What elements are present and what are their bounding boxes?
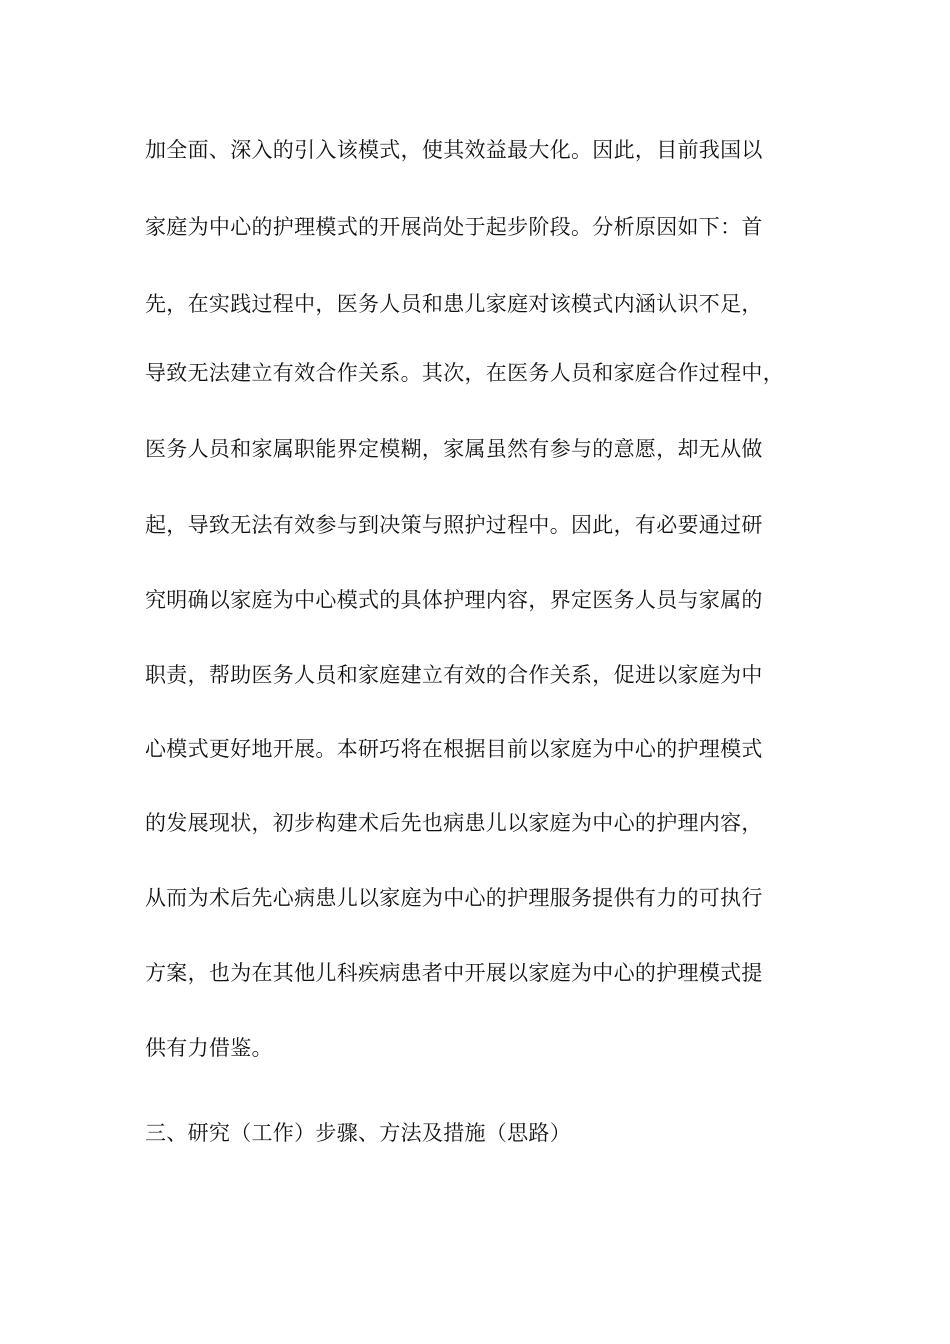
paragraph-line: 供有力借鉴。 — [145, 1036, 273, 1060]
paragraph-line: 医务人员和家属职能界定模糊，家属虽然有参与的意愿，却无从做 — [145, 437, 763, 461]
paragraph-line: 加全面、深入的引入该模式，使其效益最大化。因此，目前我国以 — [145, 138, 763, 162]
paragraph-line: 导致无法建立有效合作关系。其次，在医务人员和家庭合作过程中， — [145, 361, 784, 385]
paragraph-line: 家庭为中心的护理模式的开展尚处于起步阶段。分析原因如下：首 — [145, 215, 763, 239]
paragraph-line: 的发展现状，初步构建术后先也病患儿以家庭为中心的护理内容， — [145, 811, 763, 835]
paragraph-line: 心模式更好地开展。本研巧将在根据目前以家庭为中心的护理模式 — [145, 737, 763, 761]
paragraph-line: 从而为术后先心病患儿以家庭为中心的护理服务提供有力的可执行 — [145, 886, 763, 910]
section-heading: 三、研究（工作）步骤、方法及措施（思路） — [145, 1121, 571, 1145]
paragraph-line: 方案，也为在其他儿科疾病患者中开展以家庭为中心的护理模式提 — [145, 961, 763, 985]
paragraph-line: 职责，帮助医务人员和家庭建立有效的合作关系，促进以家庭为中 — [145, 663, 763, 687]
paragraph-line: 先，在实践过程中，医务人员和患儿家庭对该模式内涵认识不足， — [145, 292, 763, 316]
paragraph-line: 究明确以家庭为中心模式的具体护理内容，界定医务人员与家属的 — [145, 588, 763, 612]
paragraph-line: 起，导致无法有效参与到决策与照护过程中。因此，有必要通过研 — [145, 513, 763, 537]
